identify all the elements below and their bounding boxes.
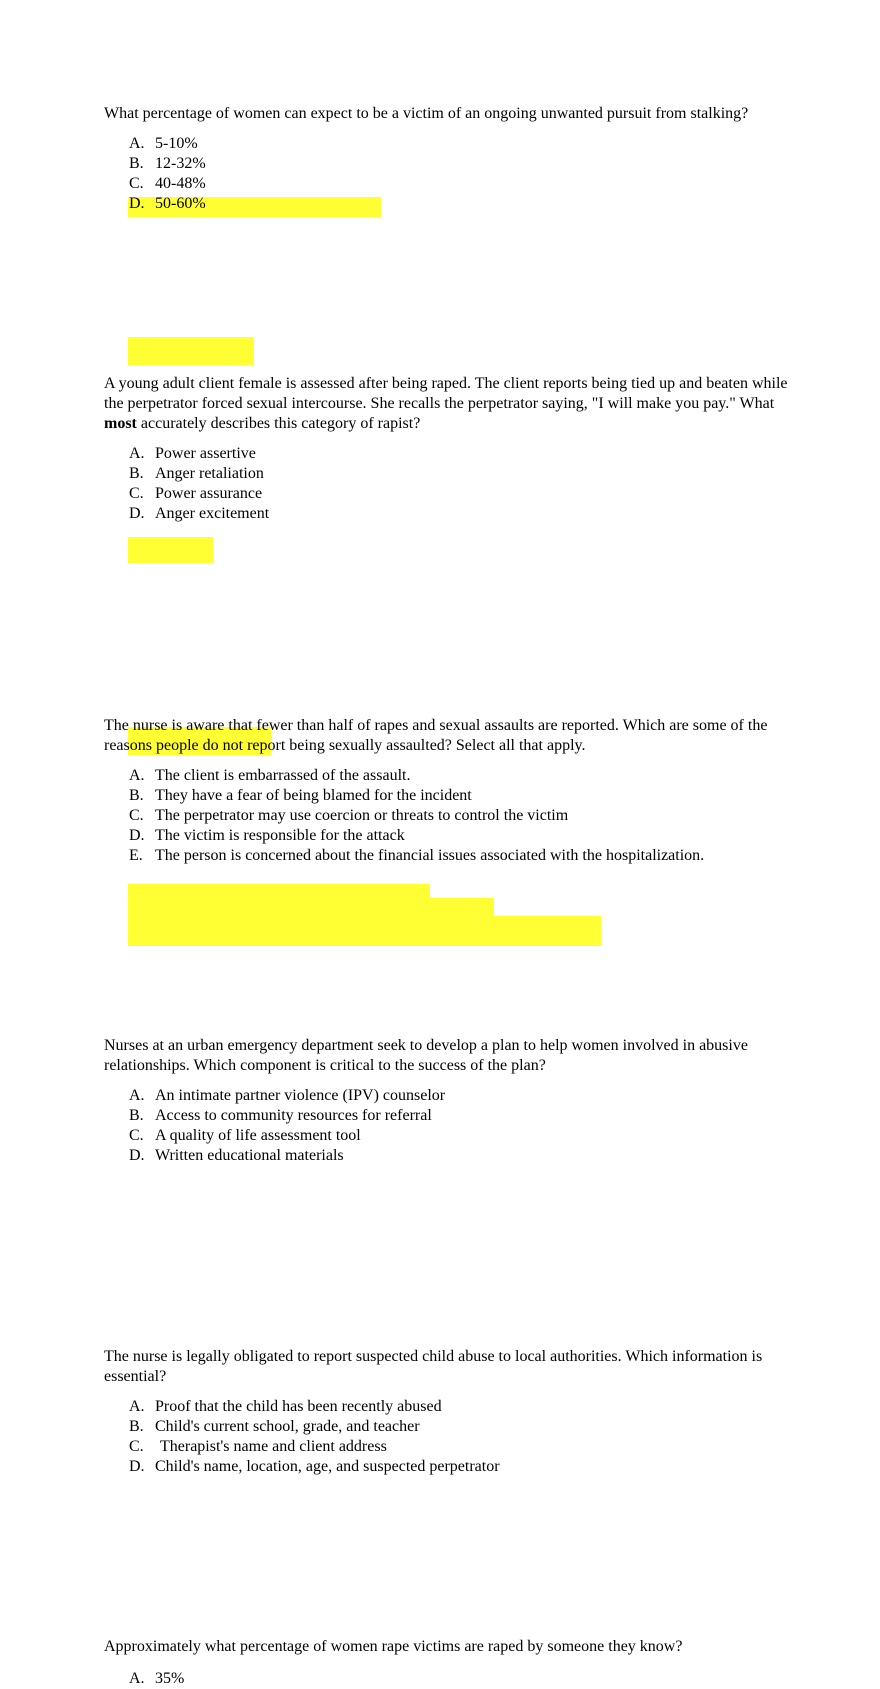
question-2-options — [104, 444, 794, 524]
question-3-text: The nurse is aware that fewer than half of rapes and sexual assaults are reported. Which are some of the reasons people do not report being sexually assaulted? Select all that apply. — [104, 717, 768, 754]
question-4 — [104, 1036, 794, 1166]
highlight-q2-b — [128, 355, 254, 365]
highlight-q5-c — [128, 898, 494, 918]
option-d: D. 50-60% — [129, 195, 206, 212]
option-b: B. Anger retaliation — [129, 465, 264, 482]
highlight-q3-c — [128, 547, 213, 563]
option-a: A. 35% — [129, 1670, 185, 1687]
option-c: C. Therapist's name and client address — [129, 1438, 387, 1455]
option-a: A. An intimate partner violence (IPV) counselor — [129, 1087, 446, 1104]
highlight-q5-d — [128, 916, 601, 946]
highlight-q5-b — [128, 884, 430, 898]
question-3 — [104, 716, 804, 866]
question-5-options — [104, 1397, 794, 1477]
question-5 — [104, 1347, 794, 1477]
highlight-q2-a — [128, 337, 254, 357]
option-c: C. Power assurance — [129, 485, 263, 502]
option-a: A. Proof that the child has been recently abused — [129, 1398, 442, 1415]
question-1-options — [104, 134, 794, 214]
question-2-text: A young adult client female is assessed after being raped. The client reports being tied up and beaten while the perpetrator forced sexual intercourse. She recalls the perpetrator saying, "I will make you pay." What most accurately describes this category of rapist? — [104, 375, 788, 432]
question-6-text: Approximately what percentage of women rape victims are raped by someone they know? — [104, 1638, 683, 1655]
option-a: A. 5-10% — [129, 135, 198, 152]
option-a: A. Power assertive — [129, 445, 256, 462]
option-c: C. A quality of life assessment tool — [129, 1127, 361, 1144]
option-d: D. Anger excitement — [129, 505, 270, 522]
option-c: C. The perpetrator may use coercion or threats to control the victim — [129, 807, 569, 824]
option-b: B. Access to community resources for referral — [129, 1107, 432, 1124]
emphasis-word: most — [104, 415, 137, 432]
question-6 — [104, 1637, 794, 1689]
question-1-text: What percentage of women can expect to be a victim of an ongoing unwanted pursuit from stalking? — [104, 105, 749, 122]
option-e: E. The person is concerned about the financial issues associated with the hospitalization. — [129, 847, 705, 864]
option-b: B. They have a fear of being blamed for the incident — [129, 787, 472, 804]
question-2 — [104, 374, 794, 524]
option-d: D. Child's name, location, age, and suspected perpetrator — [129, 1458, 500, 1475]
question-6-options — [104, 1669, 794, 1689]
option-d: D. Written educational materials — [129, 1147, 344, 1164]
option-a: A. The client is embarrassed of the assault. — [129, 767, 411, 784]
question-3-options — [104, 766, 804, 866]
question-5-text: The nurse is legally obligated to report suspected child abuse to local authorities. Which information is essential? — [104, 1348, 763, 1385]
option-c: C. 40-48% — [129, 175, 206, 192]
option-d: D. The victim is responsible for the attack — [129, 827, 405, 844]
option-b: B. 12-32% — [129, 155, 206, 172]
question-4-text: Nurses at an urban emergency department seek to develop a plan to help women involved in abusive relationships. Which component is critical to the success of the plan? — [104, 1037, 748, 1074]
question-1 — [104, 104, 794, 214]
option-b: B. Child's current school, grade, and teacher — [129, 1418, 420, 1435]
question-4-options — [104, 1086, 794, 1166]
